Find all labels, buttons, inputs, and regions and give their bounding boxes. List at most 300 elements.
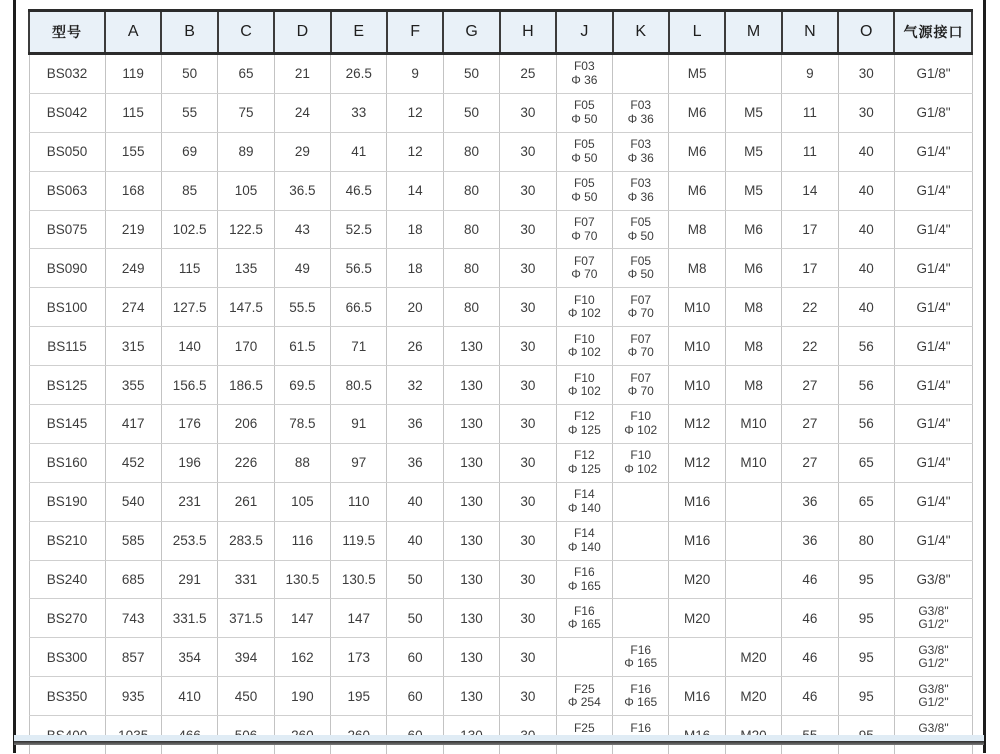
value-cell	[613, 599, 669, 638]
value-cell: 40	[387, 521, 443, 560]
value-cell: 91	[331, 405, 387, 444]
value-cell: 857	[105, 638, 161, 677]
value-cell: F16	[613, 716, 669, 754]
value-cell: 25	[500, 54, 556, 94]
value-cell: 274	[105, 288, 161, 327]
value-cell: 253.5	[161, 521, 217, 560]
value-cell: F07 Φ 70	[613, 288, 669, 327]
column-header: J	[556, 11, 612, 54]
value-cell: 130	[443, 366, 499, 405]
value-cell: M12	[669, 443, 725, 482]
table-body	[29, 54, 972, 754]
value-cell: 40	[838, 210, 894, 249]
value-cell	[725, 482, 781, 521]
column-header: O	[838, 11, 894, 54]
value-cell: 88	[274, 443, 330, 482]
value-cell: 69.5	[274, 366, 330, 405]
value-cell: 135	[218, 249, 274, 288]
value-cell: 30	[500, 249, 556, 288]
value-cell: 56	[838, 405, 894, 444]
value-cell: M16	[669, 482, 725, 521]
value-cell: G1/4"	[894, 482, 972, 521]
value-cell: 80	[443, 132, 499, 171]
value-cell: 11	[782, 93, 838, 132]
value-cell: G1/4"	[894, 443, 972, 482]
value-cell: G1/8"	[894, 54, 972, 94]
value-cell: F10 Φ 102	[613, 405, 669, 444]
value-cell: 743	[105, 599, 161, 638]
value-cell: F05 Φ 50	[613, 249, 669, 288]
value-cell: 196	[161, 443, 217, 482]
value-cell: 97	[331, 443, 387, 482]
model-cell: BS190	[29, 482, 105, 521]
column-header: E	[331, 11, 387, 54]
value-cell: G1/4"	[894, 521, 972, 560]
value-cell: 30	[500, 366, 556, 405]
value-cell: G1/4"	[894, 210, 972, 249]
value-cell: 30	[500, 327, 556, 366]
value-cell: 283.5	[218, 521, 274, 560]
value-cell: 80	[443, 171, 499, 210]
value-cell: 30	[500, 521, 556, 560]
value-cell: M8	[725, 327, 781, 366]
value-cell: 80	[443, 288, 499, 327]
value-cell: 21	[274, 54, 330, 94]
value-cell: M5	[725, 132, 781, 171]
value-cell: 43	[274, 210, 330, 249]
value-cell: 450	[218, 677, 274, 716]
value-cell: 50	[161, 54, 217, 94]
column-header: H	[500, 11, 556, 54]
value-cell: 50	[443, 93, 499, 132]
value-cell: G1/4"	[894, 171, 972, 210]
value-cell: 30	[500, 288, 556, 327]
model-cell: BS350	[29, 677, 105, 716]
value-cell: 40	[838, 171, 894, 210]
value-cell: 60	[387, 677, 443, 716]
model-cell: BS100	[29, 288, 105, 327]
value-cell: 935	[105, 677, 161, 716]
table-row	[29, 93, 972, 132]
value-cell: 105	[218, 171, 274, 210]
value-cell: 116	[274, 521, 330, 560]
column-header: 型号	[29, 11, 105, 54]
value-cell: 30	[500, 93, 556, 132]
value-cell: G3/8" G1/2"	[894, 638, 972, 677]
value-cell: M8	[725, 288, 781, 327]
value-cell: F12 Φ 125	[556, 405, 612, 444]
value-cell: 50	[443, 54, 499, 94]
value-cell: 95	[838, 599, 894, 638]
value-cell: 291	[161, 560, 217, 599]
value-cell: M5	[725, 171, 781, 210]
bottom-divider-bar	[14, 741, 984, 745]
value-cell: F03 Φ 36	[613, 171, 669, 210]
value-cell: 30	[500, 599, 556, 638]
table-row	[29, 482, 972, 521]
value-cell: F07 Φ 70	[556, 249, 612, 288]
value-cell: 36	[782, 521, 838, 560]
value-cell: 147	[331, 599, 387, 638]
value-cell	[725, 54, 781, 94]
value-cell: 71	[331, 327, 387, 366]
value-cell: 9	[387, 54, 443, 94]
value-cell: 105	[274, 482, 330, 521]
value-cell: F03 Φ 36	[613, 93, 669, 132]
column-header: F	[387, 11, 443, 54]
value-cell	[725, 560, 781, 599]
value-cell: 50	[387, 560, 443, 599]
value-cell: M20	[725, 638, 781, 677]
value-cell	[613, 54, 669, 94]
value-cell: M16	[669, 677, 725, 716]
value-cell: 27	[782, 443, 838, 482]
value-cell: F05 Φ 50	[613, 210, 669, 249]
value-cell: F16 Φ 165	[613, 677, 669, 716]
value-cell: F16 Φ 165	[556, 560, 612, 599]
value-cell: 26.5	[331, 54, 387, 94]
value-cell: 40	[838, 288, 894, 327]
table-row	[29, 638, 972, 677]
value-cell: 89	[218, 132, 274, 171]
value-cell: 18	[387, 249, 443, 288]
model-cell: BS063	[29, 171, 105, 210]
value-cell: M10	[669, 366, 725, 405]
model-cell: BS300	[29, 638, 105, 677]
value-cell: 36.5	[274, 171, 330, 210]
value-cell: 55	[161, 93, 217, 132]
table-row	[29, 132, 972, 171]
value-cell: M6	[725, 249, 781, 288]
model-cell: BS050	[29, 132, 105, 171]
value-cell: G3/8" G1/2"	[894, 677, 972, 716]
value-cell: G1/4"	[894, 288, 972, 327]
value-cell: M6	[725, 210, 781, 249]
value-cell: 249	[105, 249, 161, 288]
value-cell: 30	[500, 210, 556, 249]
value-cell: 95	[838, 638, 894, 677]
value-cell: 65	[838, 443, 894, 482]
model-spec-table	[28, 9, 973, 754]
value-cell: 32	[387, 366, 443, 405]
table-row	[29, 405, 972, 444]
value-cell: 195	[331, 677, 387, 716]
value-cell: F25 Φ 254	[556, 677, 612, 716]
value-cell: 65	[218, 54, 274, 94]
value-cell: M6	[669, 93, 725, 132]
value-cell	[556, 638, 612, 677]
value-cell: 33	[331, 93, 387, 132]
value-cell: 27	[782, 405, 838, 444]
value-cell: 85	[161, 171, 217, 210]
value-cell: 30	[500, 560, 556, 599]
value-cell: 78.5	[274, 405, 330, 444]
value-cell	[613, 521, 669, 560]
value-cell: 30	[500, 443, 556, 482]
value-cell: 452	[105, 443, 161, 482]
value-cell: 331	[218, 560, 274, 599]
column-header: B	[161, 11, 217, 54]
value-cell: 20	[387, 288, 443, 327]
value-cell: 226	[218, 443, 274, 482]
table-row	[29, 366, 972, 405]
value-cell: M12	[669, 405, 725, 444]
value-cell: F10 Φ 102	[556, 366, 612, 405]
table-row	[29, 677, 972, 716]
value-cell: 36	[387, 405, 443, 444]
value-cell: 29	[274, 132, 330, 171]
table-row	[29, 521, 972, 560]
value-cell: M20	[669, 560, 725, 599]
value-cell: 102.5	[161, 210, 217, 249]
value-cell: 173	[331, 638, 387, 677]
table-row	[29, 54, 972, 94]
right-frame-line	[983, 0, 986, 753]
value-cell: 30	[500, 482, 556, 521]
value-cell: 30	[500, 677, 556, 716]
value-cell: 9	[782, 54, 838, 94]
value-cell: F16 Φ 165	[556, 599, 612, 638]
value-cell: 331.5	[161, 599, 217, 638]
table-row	[29, 443, 972, 482]
value-cell: 36	[387, 443, 443, 482]
value-cell: 115	[105, 93, 161, 132]
value-cell: G1/4"	[894, 132, 972, 171]
spec-table-container	[28, 9, 972, 754]
value-cell: 30	[500, 638, 556, 677]
column-header: C	[218, 11, 274, 54]
model-cell: BS145	[29, 405, 105, 444]
value-cell: 40	[838, 132, 894, 171]
value-cell: F10 Φ 102	[613, 443, 669, 482]
value-cell: 130	[443, 443, 499, 482]
column-header: L	[669, 11, 725, 54]
model-cell: BS032	[29, 54, 105, 94]
value-cell: 219	[105, 210, 161, 249]
value-cell: 17	[782, 210, 838, 249]
value-cell: M8	[669, 249, 725, 288]
value-cell: 261	[218, 482, 274, 521]
model-cell: BS090	[29, 249, 105, 288]
column-header: K	[613, 11, 669, 54]
value-cell: F07 Φ 70	[613, 366, 669, 405]
model-cell: BS115	[29, 327, 105, 366]
value-cell: 147.5	[218, 288, 274, 327]
value-cell: 110	[331, 482, 387, 521]
value-cell: G1/4"	[894, 327, 972, 366]
value-cell: 371.5	[218, 599, 274, 638]
value-cell: 685	[105, 560, 161, 599]
value-cell: 14	[387, 171, 443, 210]
value-cell: 119	[105, 54, 161, 94]
value-cell: M16	[669, 521, 725, 560]
value-cell: 80	[443, 249, 499, 288]
column-header: A	[105, 11, 161, 54]
value-cell: 130	[443, 638, 499, 677]
value-cell: 130.5	[331, 560, 387, 599]
value-cell: 147	[274, 599, 330, 638]
value-cell: M6	[669, 132, 725, 171]
value-cell: F10 Φ 102	[556, 288, 612, 327]
value-cell: G3/8" G1/2"	[894, 599, 972, 638]
table-row	[29, 210, 972, 249]
value-cell: F05 Φ 50	[556, 93, 612, 132]
value-cell: 24	[274, 93, 330, 132]
value-cell: 30	[500, 132, 556, 171]
value-cell: 315	[105, 327, 161, 366]
value-cell: 36	[782, 482, 838, 521]
column-header: M	[725, 11, 781, 54]
value-cell: 206	[218, 405, 274, 444]
model-cell: BS125	[29, 366, 105, 405]
table-row	[29, 249, 972, 288]
value-cell: M8	[725, 366, 781, 405]
value-cell: 355	[105, 366, 161, 405]
value-cell: 40	[838, 249, 894, 288]
value-cell: 55.5	[274, 288, 330, 327]
table-row	[29, 171, 972, 210]
value-cell: 66.5	[331, 288, 387, 327]
value-cell: F16 Φ 165	[613, 638, 669, 677]
value-cell: G1/4"	[894, 405, 972, 444]
value-cell: M10	[725, 443, 781, 482]
column-header: 气源接口	[894, 11, 972, 54]
value-cell: 190	[274, 677, 330, 716]
value-cell: F10 Φ 102	[556, 327, 612, 366]
value-cell: 12	[387, 132, 443, 171]
value-cell: 140	[161, 327, 217, 366]
value-cell: 130	[443, 521, 499, 560]
value-cell: M5	[669, 54, 725, 94]
value-cell: M10	[725, 405, 781, 444]
value-cell: 417	[105, 405, 161, 444]
value-cell	[669, 638, 725, 677]
value-cell: 30	[500, 405, 556, 444]
value-cell: 410	[161, 677, 217, 716]
value-cell	[613, 482, 669, 521]
value-cell	[725, 599, 781, 638]
value-cell: 155	[105, 132, 161, 171]
value-cell: 130	[443, 677, 499, 716]
value-cell: 130	[443, 405, 499, 444]
value-cell: 115	[161, 249, 217, 288]
value-cell: 46.5	[331, 171, 387, 210]
value-cell: 60	[387, 638, 443, 677]
value-cell: 22	[782, 327, 838, 366]
table-row	[29, 599, 972, 638]
value-cell: F25	[556, 716, 612, 754]
value-cell: M6	[669, 171, 725, 210]
value-cell: 27	[782, 366, 838, 405]
value-cell: 170	[218, 327, 274, 366]
value-cell: 69	[161, 132, 217, 171]
value-cell: 18	[387, 210, 443, 249]
value-cell: F05 Φ 50	[556, 132, 612, 171]
model-cell: BS240	[29, 560, 105, 599]
value-cell: 130.5	[274, 560, 330, 599]
value-cell: 162	[274, 638, 330, 677]
value-cell: M20	[669, 599, 725, 638]
value-cell: 46	[782, 599, 838, 638]
value-cell: F07 Φ 70	[556, 210, 612, 249]
value-cell: 394	[218, 638, 274, 677]
model-cell: BS270	[29, 599, 105, 638]
value-cell: 56	[838, 366, 894, 405]
value-cell: G1/4"	[894, 366, 972, 405]
value-cell: 56	[838, 327, 894, 366]
column-header: N	[782, 11, 838, 54]
value-cell: 50	[387, 599, 443, 638]
value-cell: 130	[443, 599, 499, 638]
value-cell: 354	[161, 638, 217, 677]
value-cell: 12	[387, 93, 443, 132]
value-cell: 11	[782, 132, 838, 171]
left-frame-line	[13, 0, 16, 753]
value-cell: 41	[331, 132, 387, 171]
value-cell: 130	[443, 482, 499, 521]
value-cell: 52.5	[331, 210, 387, 249]
value-cell: 95	[838, 560, 894, 599]
value-cell: G1/4"	[894, 249, 972, 288]
value-cell	[725, 521, 781, 560]
value-cell: 30	[838, 54, 894, 94]
value-cell: F12 Φ 125	[556, 443, 612, 482]
value-cell: 119.5	[331, 521, 387, 560]
value-cell: 80.5	[331, 366, 387, 405]
value-cell: 14	[782, 171, 838, 210]
value-cell: 186.5	[218, 366, 274, 405]
value-cell: 26	[387, 327, 443, 366]
value-cell: 130	[443, 560, 499, 599]
value-cell: F14 Φ 140	[556, 521, 612, 560]
value-cell: F07 Φ 70	[613, 327, 669, 366]
column-header: G	[443, 11, 499, 54]
value-cell: 176	[161, 405, 217, 444]
table-row	[29, 288, 972, 327]
value-cell: 17	[782, 249, 838, 288]
model-cell: BS160	[29, 443, 105, 482]
value-cell: 540	[105, 482, 161, 521]
value-cell: 156.5	[161, 366, 217, 405]
value-cell: G3/8"	[894, 716, 972, 754]
value-cell: 30	[838, 93, 894, 132]
value-cell: 56.5	[331, 249, 387, 288]
value-cell: 122.5	[218, 210, 274, 249]
value-cell: 49	[274, 249, 330, 288]
value-cell: 22	[782, 288, 838, 327]
value-cell: 61.5	[274, 327, 330, 366]
value-cell: 75	[218, 93, 274, 132]
value-cell: G1/8"	[894, 93, 972, 132]
value-cell: 127.5	[161, 288, 217, 327]
value-cell	[613, 560, 669, 599]
model-cell: BS210	[29, 521, 105, 560]
value-cell: 30	[500, 171, 556, 210]
value-cell: 80	[838, 521, 894, 560]
value-cell: 46	[782, 638, 838, 677]
column-header: D	[274, 11, 330, 54]
value-cell: M5	[725, 93, 781, 132]
model-cell: BS042	[29, 93, 105, 132]
table-row	[29, 560, 972, 599]
value-cell: 40	[387, 482, 443, 521]
value-cell: 130	[443, 327, 499, 366]
value-cell: F03 Φ 36	[556, 54, 612, 94]
value-cell: 46	[782, 677, 838, 716]
value-cell: F14 Φ 140	[556, 482, 612, 521]
model-cell: BS075	[29, 210, 105, 249]
value-cell: F03 Φ 36	[613, 132, 669, 171]
